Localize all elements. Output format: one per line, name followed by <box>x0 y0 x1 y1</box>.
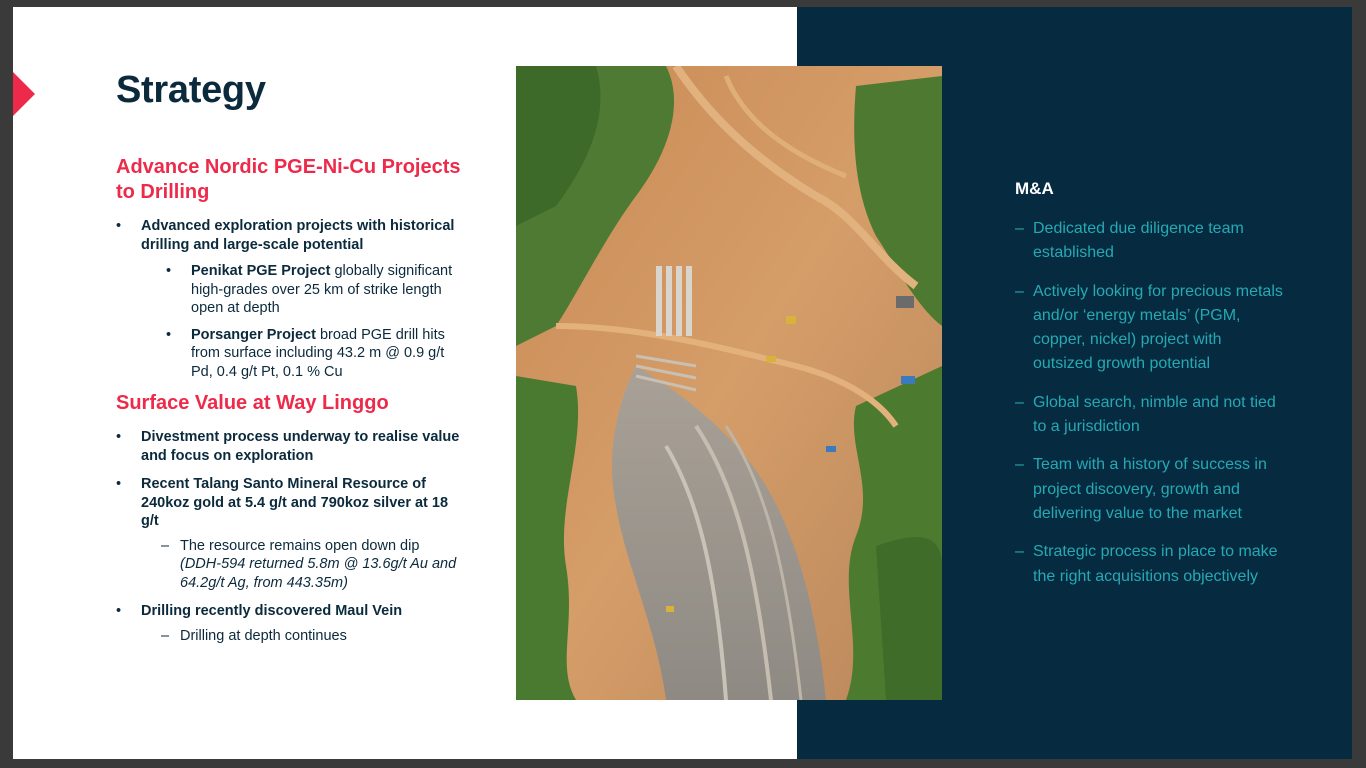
section-heading-way-linggo: Surface Value at Way Linggo <box>116 392 389 414</box>
bullet-text: Advanced exploration projects with historical drilling and large-scale potential <box>141 218 455 253</box>
nordic-sublist <box>141 262 466 381</box>
right-column <box>1015 179 1285 603</box>
list-item <box>166 262 466 318</box>
sub-text: Drilling at depth continues <box>180 627 347 644</box>
drill-result-note: (DDH-594 returned 5.8m @ 13.6g/t Au and 64.2g/t Ag, from 443.35m) <box>180 556 457 591</box>
list-item <box>161 537 466 593</box>
page-title: Strategy <box>116 69 266 111</box>
maul-vein-sublist <box>141 627 466 646</box>
section-heading-nordic: Advance Nordic PGE-Ni-Cu Projects to Drilling <box>116 156 461 203</box>
red-arrow-marker <box>13 72 35 116</box>
bullet-text: Drilling recently discovered Maul Vein <box>141 603 403 619</box>
way-linggo-list <box>116 428 466 645</box>
list-item: – Actively looking for precious metals and/or ‘energy metals’ (PGM, copper, nickel) project with outsized growth potential <box>1015 280 1285 377</box>
bullet-text: Recent Talang Santo Mineral Resource of 240koz gold at 5.4 g/t and 790koz silver at 18 g/t <box>141 476 449 529</box>
left-column <box>116 155 466 655</box>
list-item <box>116 475 466 592</box>
list-item: – Team with a history of success in project discovery, growth and delivering value to the market <box>1015 453 1285 526</box>
ma-heading: M&A <box>1015 179 1054 198</box>
list-item: – Strategic process in place to make the right acquisitions objectively <box>1015 540 1285 589</box>
list-item: – Dedicated due diligence team established <box>1015 217 1285 266</box>
project-name: Penikat PGE Project <box>191 263 331 279</box>
project-desc: broad PGE drill hits from surface including 43.2 m @ 0.9 g/t Pd, 0.4 g/t Pt, 0.1 % Cu <box>191 326 445 380</box>
ma-list <box>1015 217 1285 589</box>
slide <box>13 7 1352 759</box>
project-name: Porsanger Project <box>191 326 316 343</box>
list-item <box>116 217 466 381</box>
bullet-text: Divestment process underway to realise value and focus on exploration <box>141 429 460 464</box>
resource-sublist <box>141 537 466 593</box>
project-desc: globally significant high-grades over 25 km of strike length open at depth <box>191 263 453 316</box>
list-item <box>166 326 466 382</box>
aerial-mine-photo <box>516 66 942 700</box>
list-item <box>161 627 466 646</box>
nordic-list <box>116 217 466 381</box>
sub-text: The resource remains open down dip <box>180 537 420 554</box>
list-item <box>116 602 466 645</box>
list-item <box>116 428 466 465</box>
list-item: – Global search, nimble and not tied to a jurisdiction <box>1015 391 1285 440</box>
